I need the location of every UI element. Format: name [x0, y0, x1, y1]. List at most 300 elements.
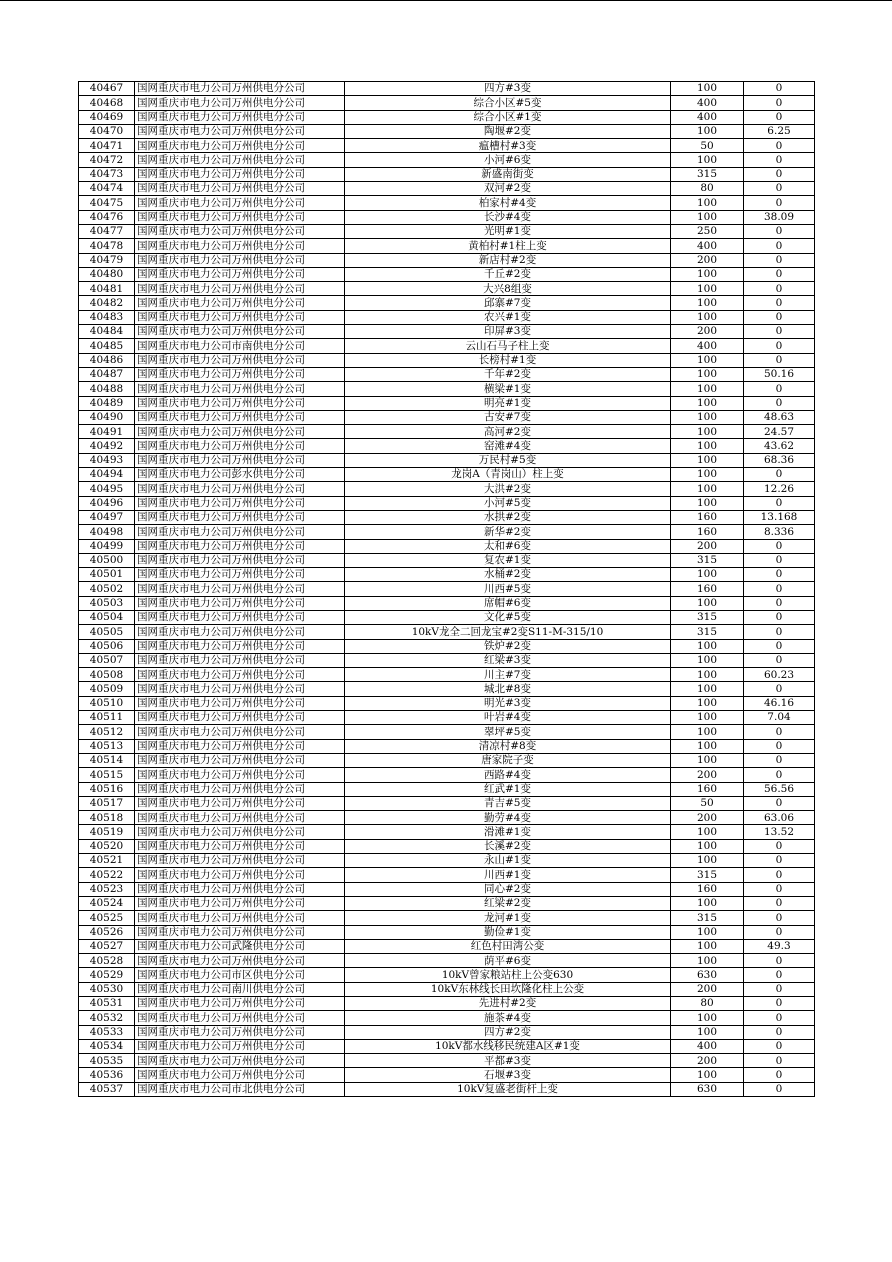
capacity-cell: 100 [671, 296, 744, 310]
capacity-cell: 100 [671, 568, 744, 582]
top-rule [0, 0, 892, 1]
row-id-cell: 40500 [79, 553, 135, 567]
table-row [79, 439, 815, 453]
capacity-cell: 100 [671, 653, 744, 667]
value-cell: 0 [744, 1025, 815, 1039]
company-cell: 国网重庆市电力公司万州供电分公司 [135, 439, 345, 453]
row-id-cell: 40488 [79, 382, 135, 396]
row-id-cell: 40501 [79, 568, 135, 582]
row-id-cell: 40525 [79, 911, 135, 925]
value-cell: 0 [744, 167, 815, 181]
company-cell: 国网重庆市电力公司万州供电分公司 [135, 224, 345, 238]
table-row [79, 768, 815, 782]
value-cell: 0 [744, 725, 815, 739]
row-id-cell: 40472 [79, 153, 135, 167]
company-cell: 国网重庆市电力公司万州供电分公司 [135, 1011, 345, 1025]
value-cell: 0 [744, 1082, 815, 1096]
row-id-cell: 40530 [79, 982, 135, 996]
row-id-cell: 40522 [79, 868, 135, 882]
value-cell: 49.3 [744, 939, 815, 953]
table-row [79, 782, 815, 796]
transformer-name-cell: 龙岗A（青岗山）柱上变 [345, 468, 671, 482]
table-row [79, 282, 815, 296]
table-row [79, 167, 815, 181]
capacity-cell: 160 [671, 782, 744, 796]
row-id-cell: 40517 [79, 796, 135, 810]
capacity-cell: 160 [671, 582, 744, 596]
company-cell: 国网重庆市电力公司万州供电分公司 [135, 639, 345, 653]
row-id-cell: 40520 [79, 839, 135, 853]
capacity-cell: 100 [671, 282, 744, 296]
company-cell: 国网重庆市电力公司万州供电分公司 [135, 510, 345, 524]
value-cell: 0 [744, 1068, 815, 1082]
company-cell: 国网重庆市电力公司万州供电分公司 [135, 482, 345, 496]
value-cell: 46.16 [744, 696, 815, 710]
company-cell: 国网重庆市电力公司万州供电分公司 [135, 1068, 345, 1082]
company-cell: 国网重庆市电力公司万州供电分公司 [135, 253, 345, 267]
row-id-cell: 40516 [79, 782, 135, 796]
table-row [79, 625, 815, 639]
transformer-name-cell: 窑滩#4变 [345, 439, 671, 453]
capacity-cell: 100 [671, 682, 744, 696]
row-id-cell: 40515 [79, 768, 135, 782]
transformer-name-cell: 长溪#2变 [345, 839, 671, 853]
table-row [79, 124, 815, 138]
row-id-cell: 40513 [79, 739, 135, 753]
value-cell: 0 [744, 911, 815, 925]
row-id-cell: 40477 [79, 224, 135, 238]
table-row [79, 367, 815, 381]
value-cell: 0 [744, 796, 815, 810]
row-id-cell: 40523 [79, 882, 135, 896]
table-row [79, 739, 815, 753]
company-cell: 国网重庆市电力公司武隆供电分公司 [135, 939, 345, 953]
value-cell: 7.04 [744, 711, 815, 725]
table-row [79, 553, 815, 567]
row-id-cell: 40512 [79, 725, 135, 739]
table-row [79, 253, 815, 267]
company-cell: 国网重庆市电力公司万州供电分公司 [135, 367, 345, 381]
table-row [79, 682, 815, 696]
company-cell: 国网重庆市电力公司万州供电分公司 [135, 725, 345, 739]
capacity-cell: 100 [671, 711, 744, 725]
transformer-name-cell: 城北#8变 [345, 682, 671, 696]
value-cell: 0 [744, 896, 815, 910]
row-id-cell: 40507 [79, 653, 135, 667]
company-cell: 国网重庆市电力公司万州供电分公司 [135, 239, 345, 253]
company-cell: 国网重庆市电力公司万州供电分公司 [135, 568, 345, 582]
company-cell: 国网重庆市电力公司万州供电分公司 [135, 267, 345, 281]
table-row [79, 925, 815, 939]
transformer-name-cell: 同心#2变 [345, 882, 671, 896]
capacity-cell: 100 [671, 896, 744, 910]
transformer-name-cell: 铁炉#2变 [345, 639, 671, 653]
table-row [79, 1039, 815, 1053]
value-cell: 0 [744, 625, 815, 639]
value-cell: 0 [744, 139, 815, 153]
table-row [79, 796, 815, 810]
transformer-name-cell: 邱寨#7变 [345, 296, 671, 310]
row-id-cell: 40490 [79, 410, 135, 424]
company-cell: 国网重庆市电力公司万州供电分公司 [135, 610, 345, 624]
table-row [79, 1054, 815, 1068]
capacity-cell: 100 [671, 825, 744, 839]
table-row [79, 596, 815, 610]
capacity-cell: 100 [671, 367, 744, 381]
capacity-cell: 100 [671, 382, 744, 396]
row-id-cell: 40527 [79, 939, 135, 953]
table-row [79, 896, 815, 910]
transformer-name-cell: 10kV复盛老街杆上变 [345, 1082, 671, 1096]
row-id-cell: 40537 [79, 1082, 135, 1096]
value-cell: 0 [744, 653, 815, 667]
table-row [79, 1068, 815, 1082]
value-cell: 0 [744, 596, 815, 610]
company-cell: 国网重庆市电力公司万州供电分公司 [135, 796, 345, 810]
company-cell: 国网重庆市电力公司万州供电分公司 [135, 382, 345, 396]
table-row [79, 525, 815, 539]
company-cell: 国网重庆市电力公司万州供电分公司 [135, 196, 345, 210]
capacity-cell: 250 [671, 224, 744, 238]
capacity-cell: 200 [671, 325, 744, 339]
table-row [79, 811, 815, 825]
capacity-cell: 160 [671, 882, 744, 896]
company-cell: 国网重庆市电力公司万州供电分公司 [135, 653, 345, 667]
company-cell: 国网重庆市电力公司万州供电分公司 [135, 768, 345, 782]
capacity-cell: 200 [671, 811, 744, 825]
value-cell: 0 [744, 196, 815, 210]
table-row [79, 1082, 815, 1096]
capacity-cell: 100 [671, 453, 744, 467]
transformer-name-cell: 勤俭#1变 [345, 925, 671, 939]
table-row [79, 954, 815, 968]
table-row [79, 82, 815, 96]
table-row [79, 267, 815, 281]
transformer-name-cell: 明亮#1变 [345, 396, 671, 410]
transformer-name-cell: 新华#2变 [345, 525, 671, 539]
table-row [79, 339, 815, 353]
table-row [79, 668, 815, 682]
value-cell: 0 [744, 382, 815, 396]
value-cell: 63.06 [744, 811, 815, 825]
value-cell: 0 [744, 868, 815, 882]
transformer-name-cell: 石堰#3变 [345, 1068, 671, 1082]
transformer-name-cell: 综合小区#1变 [345, 110, 671, 124]
value-cell: 0 [744, 296, 815, 310]
table-row [79, 310, 815, 324]
transformer-name-cell: 明光#3变 [345, 696, 671, 710]
company-cell: 国网重庆市电力公司万州供电分公司 [135, 296, 345, 310]
value-cell: 0 [744, 1011, 815, 1025]
transformer-name-cell: 文化#5变 [345, 610, 671, 624]
transformer-name-cell: 川西#5变 [345, 582, 671, 596]
value-cell: 8.336 [744, 525, 815, 539]
value-cell: 0 [744, 339, 815, 353]
table-row [79, 911, 815, 925]
row-id-cell: 40514 [79, 753, 135, 767]
company-cell: 国网重庆市电力公司万州供电分公司 [135, 596, 345, 610]
company-cell: 国网重庆市电力公司万州供电分公司 [135, 310, 345, 324]
value-cell: 0 [744, 610, 815, 624]
table-row [79, 539, 815, 553]
capacity-cell: 100 [671, 596, 744, 610]
table-row [79, 982, 815, 996]
company-cell: 国网重庆市电力公司万州供电分公司 [135, 868, 345, 882]
company-cell: 国网重庆市电力公司万州供电分公司 [135, 854, 345, 868]
transformer-name-cell: 施茶#4变 [345, 1011, 671, 1025]
row-id-cell: 40494 [79, 468, 135, 482]
transformer-name-cell: 龙河#1变 [345, 911, 671, 925]
row-id-cell: 40536 [79, 1068, 135, 1082]
row-id-cell: 40492 [79, 439, 135, 453]
table-row [79, 711, 815, 725]
transformer-name-cell: 翠坪#5变 [345, 725, 671, 739]
table-row [79, 854, 815, 868]
transformer-name-cell: 太和#6变 [345, 539, 671, 553]
capacity-cell: 100 [671, 696, 744, 710]
value-cell: 0 [744, 968, 815, 982]
row-id-cell: 40509 [79, 682, 135, 696]
value-cell: 0 [744, 110, 815, 124]
company-cell: 国网重庆市电力公司万州供电分公司 [135, 82, 345, 96]
company-cell: 国网重庆市电力公司万州供电分公司 [135, 182, 345, 196]
table-row [79, 425, 815, 439]
capacity-cell: 100 [671, 310, 744, 324]
value-cell: 0 [744, 739, 815, 753]
company-cell: 国网重庆市电力公司万州供电分公司 [135, 668, 345, 682]
table-row [79, 1025, 815, 1039]
value-cell: 0 [744, 854, 815, 868]
row-id-cell: 40476 [79, 210, 135, 224]
capacity-cell: 100 [671, 1025, 744, 1039]
company-cell: 国网重庆市电力公司万州供电分公司 [135, 496, 345, 510]
company-cell: 国网重庆市电力公司南川供电分公司 [135, 982, 345, 996]
value-cell: 0 [744, 253, 815, 267]
transformer-name-cell: 勤劳#4变 [345, 811, 671, 825]
row-id-cell: 40496 [79, 496, 135, 510]
capacity-cell: 100 [671, 1011, 744, 1025]
row-id-cell: 40479 [79, 253, 135, 267]
value-cell: 56.56 [744, 782, 815, 796]
row-id-cell: 40534 [79, 1039, 135, 1053]
table-body [79, 82, 815, 1097]
row-id-cell: 40535 [79, 1054, 135, 1068]
value-cell: 13.52 [744, 825, 815, 839]
capacity-cell: 200 [671, 539, 744, 553]
value-cell: 0 [744, 468, 815, 482]
row-id-cell: 40484 [79, 325, 135, 339]
transformer-name-cell: 先进村#2变 [345, 997, 671, 1011]
transformer-name-cell: 唐家院子变 [345, 753, 671, 767]
row-id-cell: 40511 [79, 711, 135, 725]
company-cell: 国网重庆市电力公司万州供电分公司 [135, 110, 345, 124]
capacity-cell: 200 [671, 1054, 744, 1068]
transformer-name-cell: 瘟槽村#3变 [345, 139, 671, 153]
table-row [79, 210, 815, 224]
transformer-name-cell: 红梁#3变 [345, 653, 671, 667]
value-cell: 0 [744, 224, 815, 238]
company-cell: 国网重庆市电力公司万州供电分公司 [135, 167, 345, 181]
capacity-cell: 50 [671, 796, 744, 810]
transformer-name-cell: 黄柏村#1柱上变 [345, 239, 671, 253]
row-id-cell: 40521 [79, 854, 135, 868]
row-id-cell: 40532 [79, 1011, 135, 1025]
capacity-cell: 50 [671, 139, 744, 153]
capacity-cell: 200 [671, 982, 744, 996]
value-cell: 50.16 [744, 367, 815, 381]
company-cell: 国网重庆市电力公司万州供电分公司 [135, 410, 345, 424]
transformer-name-cell: 10kV都水线移民统建A区#1变 [345, 1039, 671, 1053]
table-row [79, 482, 815, 496]
transformer-name-cell: 川西#1变 [345, 868, 671, 882]
table-row [79, 325, 815, 339]
row-id-cell: 40510 [79, 696, 135, 710]
company-cell: 国网重庆市电力公司万州供电分公司 [135, 753, 345, 767]
row-id-cell: 40497 [79, 510, 135, 524]
capacity-cell: 100 [671, 396, 744, 410]
transformer-name-cell: 陶堰#2变 [345, 124, 671, 138]
transformer-name-cell: 滑滩#1变 [345, 825, 671, 839]
company-cell: 国网重庆市电力公司万州供电分公司 [135, 739, 345, 753]
capacity-cell: 100 [671, 482, 744, 496]
transformer-table [78, 81, 815, 1097]
table-row [79, 353, 815, 367]
table-row [79, 825, 815, 839]
value-cell: 60.23 [744, 668, 815, 682]
company-cell: 国网重庆市电力公司万州供电分公司 [135, 1039, 345, 1053]
value-cell: 0 [744, 1039, 815, 1053]
capacity-cell: 400 [671, 110, 744, 124]
table-row [79, 653, 815, 667]
row-id-cell: 40504 [79, 610, 135, 624]
value-cell: 0 [744, 768, 815, 782]
value-cell: 0 [744, 267, 815, 281]
capacity-cell: 100 [671, 725, 744, 739]
transformer-name-cell: 平都#3变 [345, 1054, 671, 1068]
value-cell: 38.09 [744, 210, 815, 224]
capacity-cell: 100 [671, 353, 744, 367]
table-row [79, 296, 815, 310]
transformer-name-cell: 综合小区#5变 [345, 96, 671, 110]
row-id-cell: 40493 [79, 453, 135, 467]
transformer-name-cell: 新盛南街变 [345, 167, 671, 181]
value-cell: 0 [744, 582, 815, 596]
company-cell: 国网重庆市电力公司万州供电分公司 [135, 896, 345, 910]
capacity-cell: 100 [671, 267, 744, 281]
capacity-cell: 315 [671, 167, 744, 181]
company-cell: 国网重庆市电力公司万州供电分公司 [135, 1054, 345, 1068]
row-id-cell: 40503 [79, 596, 135, 610]
transformer-name-cell: 红色村田湾公变 [345, 939, 671, 953]
transformer-name-cell: 双河#2变 [345, 182, 671, 196]
company-cell: 国网重庆市电力公司万州供电分公司 [135, 839, 345, 853]
capacity-cell: 200 [671, 253, 744, 267]
value-cell: 0 [744, 325, 815, 339]
value-cell: 0 [744, 753, 815, 767]
value-cell: 48.63 [744, 410, 815, 424]
row-id-cell: 40486 [79, 353, 135, 367]
value-cell: 13.168 [744, 510, 815, 524]
company-cell: 国网重庆市电力公司万州供电分公司 [135, 825, 345, 839]
row-id-cell: 40483 [79, 310, 135, 324]
company-cell: 国网重庆市电力公司万州供电分公司 [135, 453, 345, 467]
value-cell: 24.57 [744, 425, 815, 439]
capacity-cell: 630 [671, 968, 744, 982]
transformer-name-cell: 高河#2变 [345, 425, 671, 439]
value-cell: 0 [744, 925, 815, 939]
row-id-cell: 40533 [79, 1025, 135, 1039]
row-id-cell: 40499 [79, 539, 135, 553]
row-id-cell: 40502 [79, 582, 135, 596]
table-row [79, 1011, 815, 1025]
company-cell: 国网重庆市电力公司万州供电分公司 [135, 925, 345, 939]
transformer-name-cell: 四方#2变 [345, 1025, 671, 1039]
value-cell: 0 [744, 982, 815, 996]
capacity-cell: 100 [671, 854, 744, 868]
transformer-name-cell: 红武#1变 [345, 782, 671, 796]
capacity-cell: 100 [671, 196, 744, 210]
row-id-cell: 40480 [79, 267, 135, 281]
capacity-cell: 100 [671, 439, 744, 453]
row-id-cell: 40506 [79, 639, 135, 653]
value-cell: 0 [744, 954, 815, 968]
table-row [79, 839, 815, 853]
company-cell: 国网重庆市电力公司万州供电分公司 [135, 210, 345, 224]
value-cell: 0 [744, 882, 815, 896]
row-id-cell: 40489 [79, 396, 135, 410]
value-cell: 0 [744, 239, 815, 253]
company-cell: 国网重庆市电力公司万州供电分公司 [135, 782, 345, 796]
company-cell: 国网重庆市电力公司万州供电分公司 [135, 625, 345, 639]
capacity-cell: 100 [671, 124, 744, 138]
row-id-cell: 40524 [79, 896, 135, 910]
company-cell: 国网重庆市电力公司万州供电分公司 [135, 997, 345, 1011]
value-cell: 0 [744, 396, 815, 410]
table-row [79, 453, 815, 467]
transformer-name-cell: 西路#4变 [345, 768, 671, 782]
row-id-cell: 40529 [79, 968, 135, 982]
table-row [79, 182, 815, 196]
capacity-cell: 80 [671, 182, 744, 196]
capacity-cell: 400 [671, 96, 744, 110]
capacity-cell: 400 [671, 339, 744, 353]
capacity-cell: 100 [671, 153, 744, 167]
table-row [79, 696, 815, 710]
value-cell: 0 [744, 353, 815, 367]
table-row [79, 753, 815, 767]
transformer-name-cell: 大洪#2变 [345, 482, 671, 496]
row-id-cell: 40471 [79, 139, 135, 153]
company-cell: 国网重庆市电力公司万州供电分公司 [135, 282, 345, 296]
row-id-cell: 40469 [79, 110, 135, 124]
transformer-name-cell: 长沙#4变 [345, 210, 671, 224]
capacity-cell: 100 [671, 668, 744, 682]
transformer-name-cell: 新店村#2变 [345, 253, 671, 267]
transformer-name-cell: 复农#1变 [345, 553, 671, 567]
transformer-name-cell: 荫平#6变 [345, 954, 671, 968]
company-cell: 国网重庆市电力公司万州供电分公司 [135, 353, 345, 367]
value-cell: 0 [744, 839, 815, 853]
value-cell: 0 [744, 310, 815, 324]
row-id-cell: 40498 [79, 525, 135, 539]
company-cell: 国网重庆市电力公司万州供电分公司 [135, 139, 345, 153]
value-cell: 0 [744, 553, 815, 567]
value-cell: 0 [744, 96, 815, 110]
company-cell: 国网重庆市电力公司万州供电分公司 [135, 396, 345, 410]
company-cell: 国网重庆市电力公司万州供电分公司 [135, 96, 345, 110]
capacity-cell: 100 [671, 410, 744, 424]
value-cell: 0 [744, 82, 815, 96]
